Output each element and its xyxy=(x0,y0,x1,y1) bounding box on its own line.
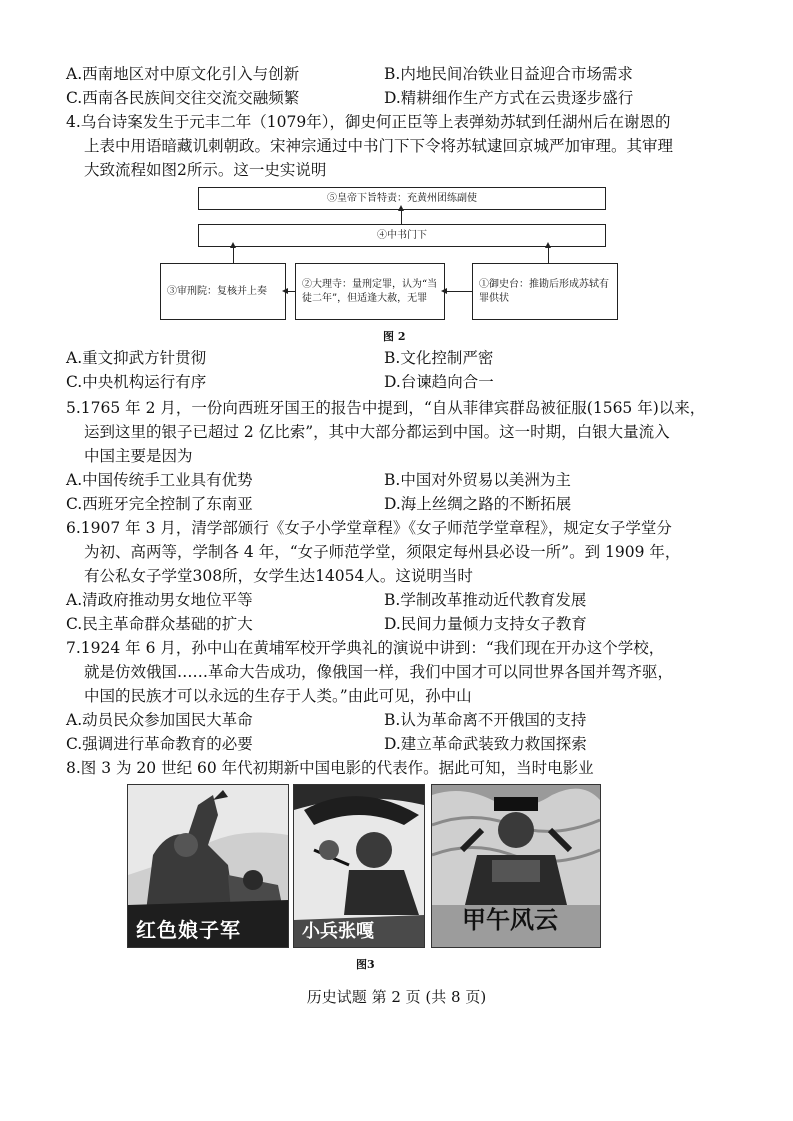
q5-option-d: D.海上丝绸之路的不断拓展 xyxy=(384,495,572,513)
q6-stem-line-1: 6.1907 年 3 月，清学部颁行《女子小学堂章程》《女子师范学堂章程》，规定女子学堂分 xyxy=(66,519,672,537)
q3-option-d: D.精耕细作生产方式在云贵逐步盛行 xyxy=(384,89,634,107)
q7-option-a: A.动员民众参加国民大革命 xyxy=(66,711,253,729)
flow-step-1-text: ①御史台：推勘后形成苏轼有罪供状 xyxy=(479,278,609,304)
q7-option-b: B.认为革命离不开俄国的支持 xyxy=(384,711,587,729)
q4-option-a: A.重文抑武方针贯彻 xyxy=(66,349,207,367)
arrow-up-to-emperor xyxy=(401,210,402,224)
flow-step-4-text: ④中书门下 xyxy=(377,229,427,241)
q5-option-b: B.中国对外贸易以美洲为主 xyxy=(384,471,571,489)
arrow-left-to-box2 xyxy=(446,291,472,292)
figure-3-caption: 图3 xyxy=(356,958,375,971)
q6-option-c: C.民主革命群众基础的扩大 xyxy=(66,615,253,633)
flow-step-5-text: ⑤皇帝下旨特责：充黄州团练副使 xyxy=(327,192,477,204)
q4-stem-line-1: 4.乌台诗案发生于元丰二年（1079年），御史何正臣等上表弹劾苏轼到任湖州后在谢恩的 xyxy=(66,113,671,131)
q6-stem-line-2: 为初、高两等，学制各 4 年，“女子师范学堂，须限定每州县必设一所”。到 1909 年， xyxy=(84,543,681,561)
q7-stem-line-3: 中国的民族才可以永远的生存于人类。”由此可见，孙中山 xyxy=(84,687,472,705)
poster-zhang-ga xyxy=(293,784,425,948)
q6-stem-line-3: 有公私女子学堂308所，女学生达14054人。这说明当时 xyxy=(84,567,473,585)
q7-option-c: C.强调进行革命教育的必要 xyxy=(66,735,253,753)
poster-red-detachment xyxy=(127,784,289,948)
q6-option-a: A.清政府推动男女地位平等 xyxy=(66,591,253,609)
q4-stem-line-2: 上表中用语暗藏讥刺朝政。宋神宗通过中书门下下令将苏轼逮回京城严加审理。其审理 xyxy=(84,137,674,155)
flow-step-1-censorate xyxy=(472,263,618,320)
flow-step-3-text: ③审刑院：复核并上奏 xyxy=(167,285,267,297)
q7-option-d: D.建立革命武装致力救国探索 xyxy=(384,735,587,753)
q5-stem-line-2: 运到这里的银子已超过 2 亿比索”，其中大部分都运到中国。这一时期，白银大量流入 xyxy=(84,423,670,441)
q5-option-a: A.中国传统手工业具有优势 xyxy=(66,471,253,489)
q3-option-a: A.西南地区对中原文化引入与创新 xyxy=(66,65,300,83)
arrow-left-to-box3 xyxy=(287,291,295,292)
arrow-up-from-box3 xyxy=(233,247,234,263)
page-footer: 历史试题 第 2 页 (共 8 页) xyxy=(306,988,487,1006)
q3-option-c: C.西南各民族间交往交流交融频繁 xyxy=(66,89,300,107)
arrow-up-from-box1 xyxy=(548,247,549,263)
poster-2-title: 小兵张嘎 xyxy=(302,921,374,942)
flow-step-3-review-court xyxy=(160,263,286,320)
q3-option-b: B.内地民间冶铁业日益迎合市场需求 xyxy=(384,65,633,83)
poster-1-title: 红色娘子军 xyxy=(136,918,241,942)
q4-option-c: C.中央机构运行有序 xyxy=(66,373,207,391)
poster-jiawu xyxy=(431,784,601,948)
q7-stem-line-2: 就是仿效俄国……革命大告成功，像俄国一样，我们中国才可以同世界各国并驾齐驱， xyxy=(84,663,674,681)
q4-option-d: D.台谏趋向合一 xyxy=(384,373,494,391)
q5-stem-line-3: 中国主要是因为 xyxy=(84,447,193,465)
flow-step-2-dali-court xyxy=(295,263,445,320)
flow-step-2-text: ②大理寺：量刑定罪，认为“当徒二年”，但适逢大赦，无罪 xyxy=(302,278,438,304)
q5-stem-line-1: 5.1765 年 2 月，一份向西班牙国王的报告中提到，“自从菲律宾群岛被征服(1565 年)以来， xyxy=(66,399,706,417)
figure-2-caption: 图 2 xyxy=(383,330,406,343)
q4-option-b: B.文化控制严密 xyxy=(384,349,494,367)
q6-option-b: B.学制改革推动近代教育发展 xyxy=(384,591,587,609)
q4-stem-line-3: 大致流程如图2所示。这一史实说明 xyxy=(84,161,327,179)
poster-3-title: 甲午风云 xyxy=(462,906,558,934)
q7-stem-line-1: 7.1924 年 6 月，孙中山在黄埔军校开学典礼的演说中讲到：“我们现在开办这个学校， xyxy=(66,639,665,657)
q5-option-c: C.西班牙完全控制了东南亚 xyxy=(66,495,253,513)
q6-option-d: D.民间力量倾力支持女子教育 xyxy=(384,615,587,633)
q8-stem: 8.图 3 为 20 世纪 60 年代初期新中国电影的代表作。据此可知，当时电影业 xyxy=(66,759,594,777)
